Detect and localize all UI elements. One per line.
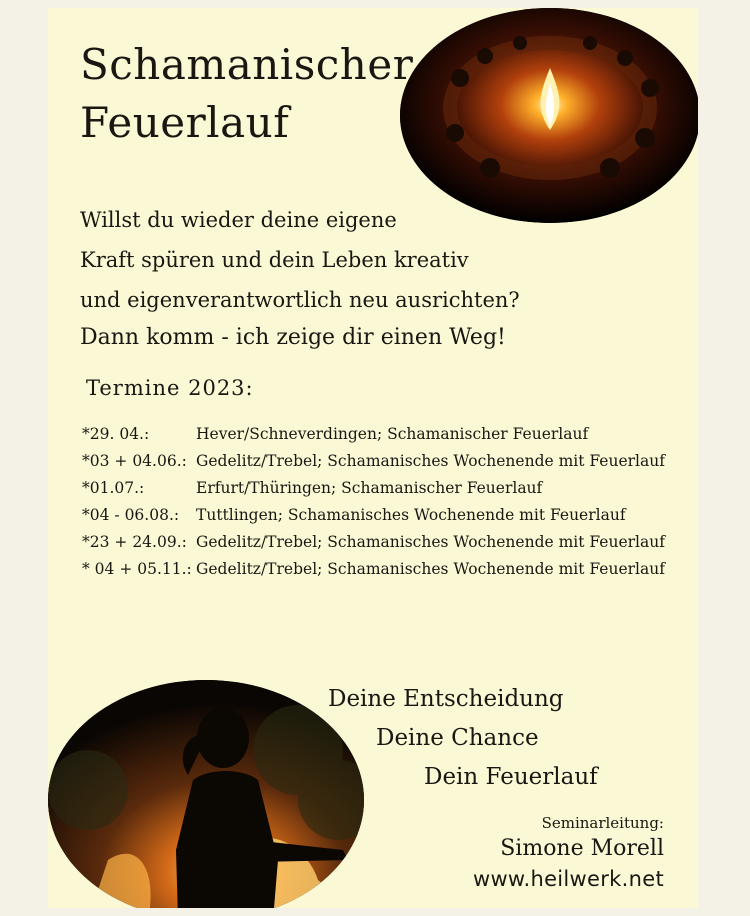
event-text: Erfurt/Thüringen; Schamanischer Feuerlauf bbox=[196, 479, 543, 497]
event-text: Hever/Schneverdingen; Schamanischer Feuerlauf bbox=[196, 425, 589, 443]
title-line-2: Feuerlauf bbox=[80, 98, 290, 147]
website-link[interactable]: www.heilwerk.net bbox=[472, 867, 664, 891]
seminar-lead-name: Simone Morell bbox=[500, 836, 664, 861]
list-item bbox=[82, 502, 682, 529]
woman-silhouette-photo bbox=[48, 680, 364, 908]
date-label: *04 - 06.08.: bbox=[82, 506, 180, 524]
date-label: *01.07.: bbox=[82, 479, 145, 497]
slogan-3: Dein Feuerlauf bbox=[424, 764, 598, 790]
intro-line-3: und eigenverantwortlich neu ausrichten? bbox=[80, 288, 520, 312]
slogans bbox=[328, 680, 598, 797]
date-label: *03 + 04.06.: bbox=[82, 452, 187, 470]
event-text: Gedelitz/Trebel; Schamanisches Wochenende mit Feuerlauf bbox=[196, 560, 665, 578]
seminar-lead-label: Seminarleitung: bbox=[541, 814, 664, 832]
poster bbox=[48, 8, 698, 908]
list-item bbox=[82, 448, 682, 475]
termine-heading: Termine 2023: bbox=[86, 376, 254, 400]
title-line-1: Schamanischer bbox=[80, 40, 414, 89]
intro-line-2: Kraft spüren und dein Leben kreativ bbox=[80, 248, 469, 272]
list-item bbox=[82, 421, 682, 448]
date-label: *23 + 24.09.: bbox=[82, 533, 187, 551]
date-label: *29. 04.: bbox=[82, 425, 150, 443]
slogan-2: Deine Chance bbox=[376, 725, 539, 751]
event-text: Gedelitz/Trebel; Schamanisches Wochenende mit Feuerlauf bbox=[196, 452, 665, 470]
date-label: * 04 + 05.11.: bbox=[82, 560, 192, 578]
seminar-lead bbox=[473, 813, 664, 893]
event-text: Gedelitz/Trebel; Schamanisches Wochenende mit Feuerlauf bbox=[196, 533, 665, 551]
call-to-action: Dann komm - ich zeige dir einen Weg! bbox=[80, 325, 506, 350]
list-item bbox=[82, 556, 682, 583]
event-text: Tuttlingen; Schamanisches Wochenende mit Feuerlauf bbox=[196, 506, 626, 524]
page-title bbox=[80, 36, 413, 152]
intro-text bbox=[80, 200, 580, 320]
intro-line-1: Willst du wieder deine eigene bbox=[80, 208, 397, 232]
fire-circle-photo bbox=[400, 8, 698, 223]
list-item bbox=[82, 529, 682, 556]
dates-list bbox=[82, 421, 682, 583]
slogan-1: Deine Entscheidung bbox=[328, 686, 564, 712]
list-item bbox=[82, 475, 682, 502]
